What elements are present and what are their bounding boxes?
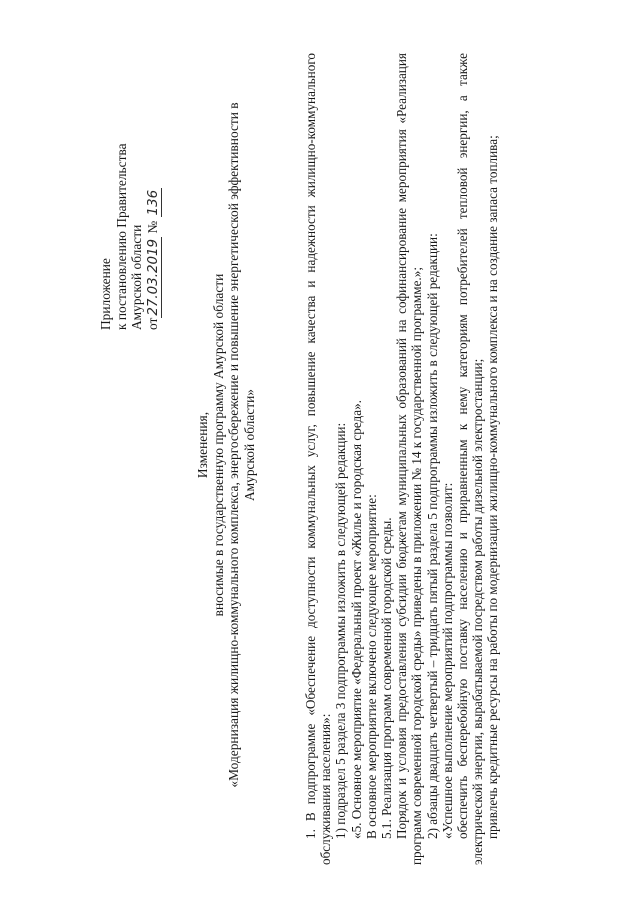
appendix-number: 136 (145, 189, 161, 216)
appendix-date: 27.03.2019 (145, 238, 161, 316)
appendix-number-prefix: № (144, 220, 160, 234)
appendix-block (98, 30, 161, 330)
title-line-4: Амурской области» (241, 389, 257, 501)
paragraph-9: обеспечить бесперебойную поставку населению и приравненным к нему категориям потребителей тепловой энергии, а также электрической энергии, вырабатываемой посредством работы дизельной электростанции; (455, 53, 486, 865)
paragraph-2: 1) подраздел 5 раздела 3 подпрограммы изложить в следующей редакции: (333, 422, 349, 839)
appendix-line-2: к постановлению Правительства (113, 143, 129, 330)
appendix-from-prefix: от (144, 317, 160, 330)
appendix-date-line (145, 30, 162, 330)
paragraph-7: 2) абзацы двадцать четвертый – тридцать пятый раздела 5 подпрограммы изложить в следующей редакции: (424, 233, 440, 839)
title-line-2: вносимые в государственную программу Амурской области (210, 273, 226, 617)
appendix-line-1: Приложение (98, 258, 113, 330)
paragraph-5: 5.1. Реализация программ современной городской среды. (379, 517, 395, 839)
paragraph-3: «5. Основное мероприятие «Федеральный проект «Жилье и городская среда». (348, 400, 364, 839)
appendix-line-3: Амурской области (129, 224, 145, 330)
title-line-3: «Модернизация жилищно-коммунального комплекса, энергосбережение и повышение энергетической эффективности в (226, 102, 242, 788)
paragraph-1: 1. В подпрограмме «Обеспечение доступности коммунальных услуг, повышение качества и надежности жилищно-коммунального обслуживания населения»: (303, 53, 334, 865)
paragraph-4: В основное мероприятие включено следующее мероприятие: (363, 494, 379, 839)
paragraph-10: привлечь кредитные ресурсы на работы по модернизации жилищно-коммунального комплекса и на создание запаса топлива; (485, 135, 501, 839)
document-title (195, 15, 257, 875)
document-body (303, 53, 501, 865)
paragraph-8: «Успешное выполнение мероприятий подпрограммы позволит: (439, 482, 455, 839)
title-line-1: Изменения, (195, 411, 210, 479)
paragraph-6: Порядок и условия предоставления субсидии бюджетам муниципальных образований на софинансирование мероприятия «Реализация программ современной городской среды» приведены в приложении № 14 к государственной программе.»; (394, 53, 425, 865)
